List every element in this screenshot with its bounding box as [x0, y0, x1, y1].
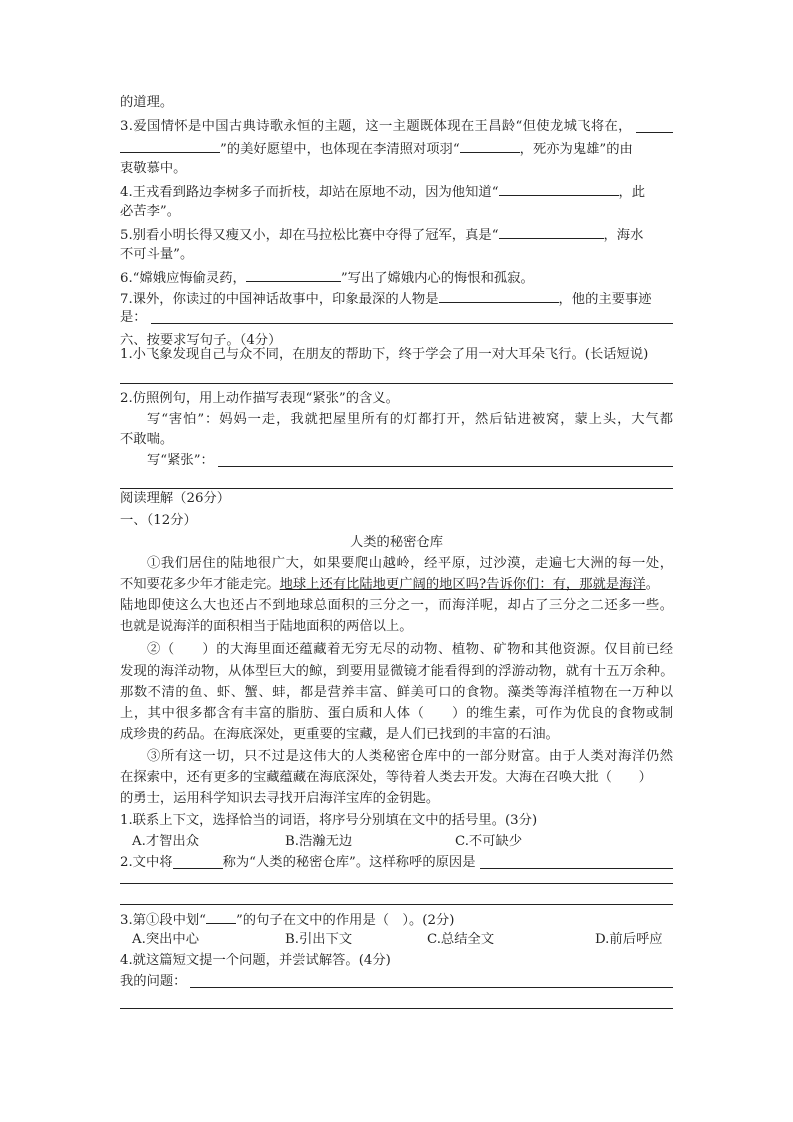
- answer-line[interactable]: [120, 383, 673, 384]
- question-4: [120, 181, 673, 201]
- text: 不知要花多少年才能走完。: [120, 577, 280, 592]
- answer-blank[interactable]: [120, 138, 220, 153]
- question-3-cont: [120, 138, 673, 158]
- underlined-sentence: 地球上还有比陆地更广阔的地区吗?告诉你们：有，那就是海洋: [279, 577, 646, 592]
- question-3: [120, 117, 673, 137]
- paragraph-line: 也就是说海洋的面积相当于陆地面积的两倍以上。: [120, 619, 413, 634]
- question-text: ”的句子在文中的作用是（ ）。(2分): [235, 913, 455, 928]
- question-text: ”写出了嫦娥内心的悔恨和孤寂。: [340, 271, 534, 286]
- paragraph-line: 上，其中很多都含有丰富的脂肪、蛋白质和人体（ ）的维生素，可作为优良的食物或制: [120, 706, 673, 721]
- question-text: 4.就这篇短文提一个问题，并尝试解答。(4分): [120, 953, 391, 968]
- paragraph-line: 陆地即使这么大也还占不到地球总面积的三分之一，而海洋呢，却占了三分之二还多一些。: [120, 598, 673, 613]
- text-line: 不可斗量”。: [120, 247, 194, 262]
- text-line: 必苦李”。: [120, 204, 180, 219]
- answer-blank[interactable]: [636, 117, 673, 133]
- question-5: [120, 224, 673, 244]
- question-text: 1.联系上下文，选择恰当的词语，将序号分别填在文中的括号里。(3分): [120, 813, 538, 828]
- paragraph-line: 成珍贵的药品。在海底深处，更重要的宝藏，是人们已找到的丰富的石油。: [120, 727, 559, 742]
- question-6: [120, 267, 673, 287]
- answer-line[interactable]: [480, 853, 673, 869]
- write-label: 写“紧张”：: [147, 453, 214, 468]
- answer-line[interactable]: [120, 1008, 673, 1009]
- paragraph-line: ③所有这一切，只不过是这伟大的人类秘密仓库中的一部分财富。由于人类对海洋仍然: [147, 749, 673, 764]
- answer-blank[interactable]: [499, 181, 619, 196]
- paragraph-line: ②（ ）的大海里面还蕴藏着无穷无尽的动物、植物、矿物和其他资源。仅目前已经: [147, 642, 673, 657]
- section-heading: 六、按要求写句子。（4分）: [120, 333, 282, 348]
- answer-line[interactable]: [120, 904, 673, 905]
- text: 。: [645, 577, 660, 592]
- question-text: ，死亦为鬼雄”的由: [519, 142, 633, 157]
- part-heading: 一、（12分）: [120, 513, 197, 528]
- question-7: [120, 288, 673, 308]
- answer-line[interactable]: [151, 308, 673, 324]
- options-row: [120, 930, 673, 950]
- answer-blank[interactable]: [439, 288, 559, 303]
- paragraph-line: [120, 575, 673, 595]
- paragraph-line: 的勇士，运用科学知识去寻找开启海洋宝库的金钥匙。: [120, 791, 440, 806]
- option-c[interactable]: C.不可缺少: [455, 834, 523, 849]
- example-text: 不敢喘。: [120, 432, 174, 447]
- option-a[interactable]: A.才智出众: [132, 834, 200, 849]
- answer-blank[interactable]: [246, 267, 341, 282]
- question-text: 2.文中将: [120, 855, 173, 870]
- paragraph-line: ①我们居住的陆地很广大，如果要爬山越岭，经平原，过沙漠，走遍七大洲的每一处，: [147, 556, 673, 571]
- question-text: ，此: [618, 185, 646, 200]
- question-text: 7.课外，你读过的中国神话故事中，印象最深的人物是: [120, 292, 439, 307]
- question-text: 是：: [120, 310, 147, 325]
- option-b[interactable]: B.浩瀚无边: [285, 834, 353, 849]
- answer-line[interactable]: [218, 451, 673, 467]
- question-text: 2.仿照例句，用上动作描写表现“紧张”的含义。: [120, 391, 399, 406]
- paragraph-line: 发现的海洋动物，从体型巨大的鲸，到要用显微镜才能看得到的浮游动物，就有十五万余种。: [120, 664, 673, 679]
- answer-blank[interactable]: [499, 224, 604, 239]
- question-2: [120, 853, 673, 873]
- question-text: 称为“人类的秘密仓库”。这样称呼的原因是: [222, 855, 476, 870]
- example-text: 写“害怕”：妈妈一走，我就把屋里所有的灯都打开，然后钻进被窝，蒙上头，大气都: [147, 412, 673, 427]
- answer-line[interactable]: [120, 883, 673, 884]
- option-d[interactable]: D.前后呼应: [595, 932, 663, 947]
- text-line: 衷敬慕中。: [120, 161, 187, 176]
- text-line: 的道理。: [120, 95, 174, 110]
- question-text: ，海水: [603, 228, 644, 243]
- answer-blank[interactable]: [460, 138, 520, 153]
- my-question-row: [120, 972, 673, 992]
- option-c[interactable]: C.总结全文: [427, 932, 495, 947]
- question-text: 3.第①段中划“: [120, 913, 206, 928]
- question-text: 3.爱国情怀是中国古典诗歌永恒的主题，这一主题既体现在王昌龄“但使龙城飞将在，: [120, 119, 632, 134]
- my-question-label: 我的问题：: [120, 974, 187, 989]
- question-text: 4.王戎看到路边李树多子而折枝，却站在原地不动，因为他知道“: [120, 185, 499, 200]
- section-heading: 阅读理解（26分）: [120, 491, 230, 506]
- underline-mark: [206, 909, 236, 924]
- paragraph-line: 那数不清的鱼、虾、蟹、蚌，都是营养丰富、鲜美可口的食物。藻类等海洋植物在一万种以: [120, 685, 673, 700]
- answer-blank[interactable]: [173, 853, 223, 869]
- option-a[interactable]: A.突出中心: [132, 932, 200, 947]
- question-text: ，他的主要事迹: [558, 292, 652, 307]
- question-3: [120, 909, 673, 929]
- question-text: 1.小飞象发现自己与众不同，在朋友的帮助下，终于学会了用一对大耳朵飞行。(长话短说): [120, 347, 649, 362]
- write-row: [120, 451, 673, 471]
- question-7-cont: [120, 308, 673, 328]
- question-text: 5.别看小明长得又瘦又小，却在马拉松比赛中夺得了冠军，真是“: [120, 228, 499, 243]
- answer-line[interactable]: [190, 972, 673, 988]
- question-text: ”的美好愿望中，也体现在李清照对项羽“: [220, 142, 460, 157]
- question-text: 6.“嫦娥应悔偷灵药，: [120, 271, 246, 286]
- passage-title: 人类的秘密仓库: [349, 535, 444, 550]
- paragraph-line: 在探索中，还有更多的宝藏蕴藏在海底深处，等待着人类去开发。大海在召唤大批（ ）: [120, 770, 652, 785]
- options-row: [120, 832, 673, 852]
- option-b[interactable]: B.引出下文: [285, 932, 353, 947]
